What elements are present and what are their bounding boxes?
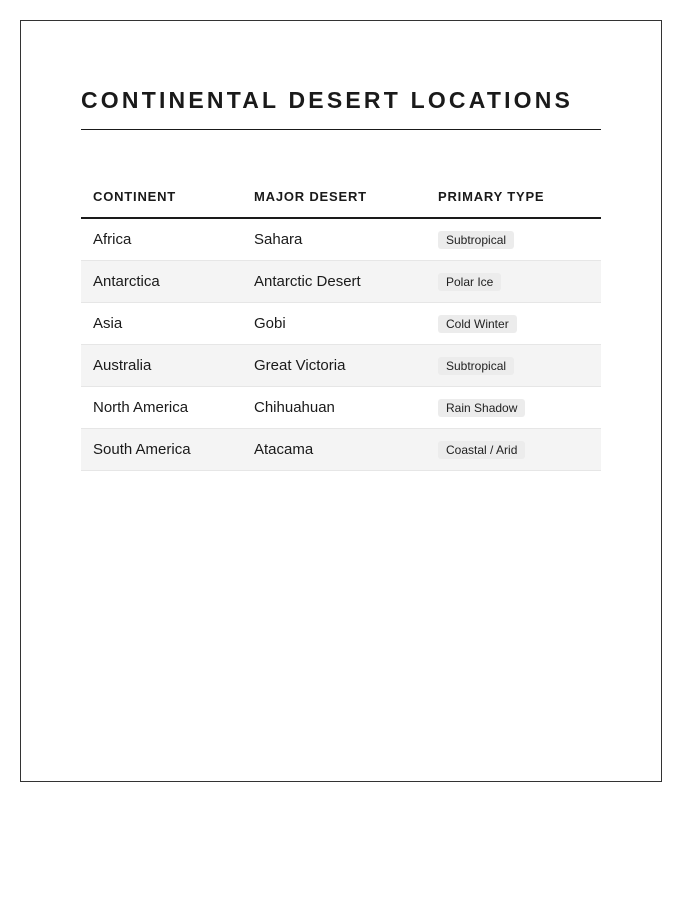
type-badge: Subtropical (438, 357, 514, 375)
document-frame (20, 20, 662, 782)
table-header-row (81, 189, 601, 218)
continent-cell: Australia (81, 345, 242, 387)
table-row (81, 218, 601, 261)
type-badge: Cold Winter (438, 315, 517, 333)
continent-cell: Antarctica (81, 261, 242, 303)
column-header-continent: CONTINENT (81, 189, 242, 218)
desert-cell: Atacama (242, 429, 426, 471)
table-row (81, 345, 601, 387)
continent-cell: North America (81, 387, 242, 429)
column-header-major-desert: MAJOR DESERT (242, 189, 426, 218)
desert-cell: Great Victoria (242, 345, 426, 387)
continent-cell: Asia (81, 303, 242, 345)
page-title: CONTINENTAL DESERT LOCATIONS (81, 87, 574, 113)
desert-cell: Chihuahuan (242, 387, 426, 429)
table-row (81, 303, 601, 345)
type-badge: Polar Ice (438, 273, 501, 291)
deserts-table (81, 189, 601, 471)
type-badge: Coastal / Arid (438, 441, 525, 459)
continent-cell: South America (81, 429, 242, 471)
desert-cell: Gobi (242, 303, 426, 345)
desert-cell: Sahara (242, 218, 426, 261)
table-row (81, 429, 601, 471)
desert-cell: Antarctic Desert (242, 261, 426, 303)
continent-cell: Africa (81, 218, 242, 261)
table-row (81, 387, 601, 429)
column-header-primary-type: PRIMARY TYPE (426, 189, 601, 218)
title-divider (81, 129, 601, 130)
table-row (81, 261, 601, 303)
type-badge: Rain Shadow (438, 399, 525, 417)
type-badge: Subtropical (438, 231, 514, 249)
